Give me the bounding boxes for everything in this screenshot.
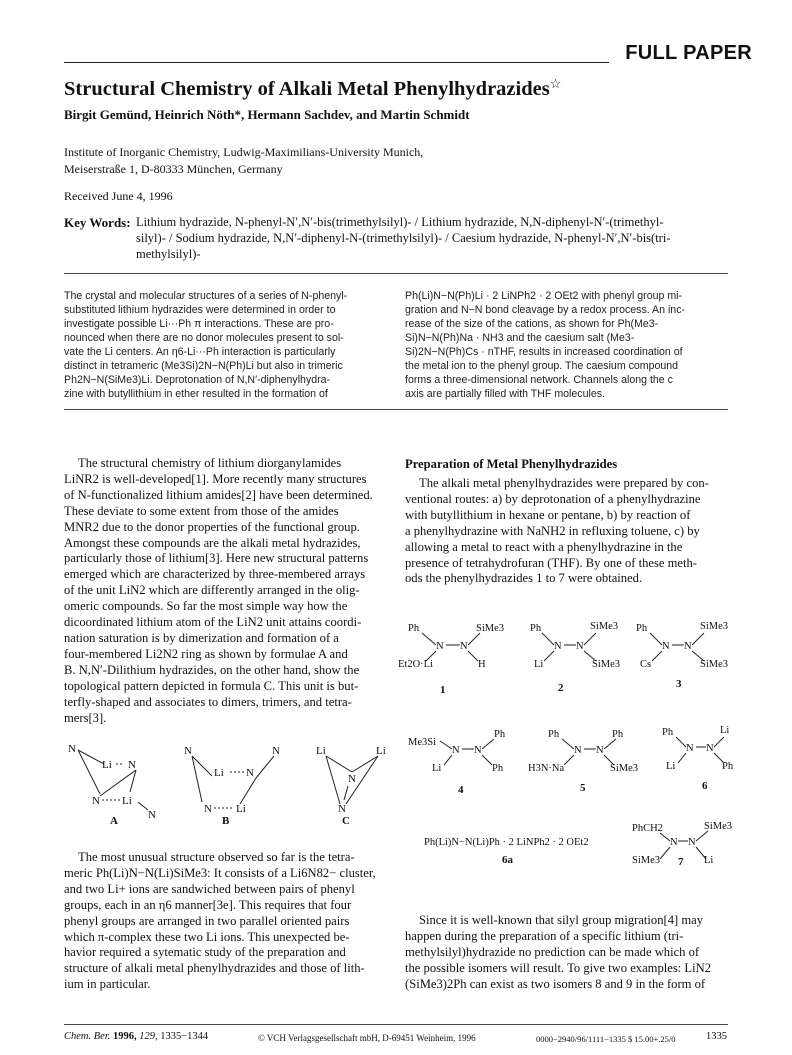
keywords-label: Key Words: — [64, 215, 131, 230]
atom-label: N — [670, 837, 678, 848]
body-line: The alkali metal phenylhydrazides were prepared by con- — [419, 476, 709, 490]
body-line: phenyl groups are arranged in two parallel oriented pairs — [64, 913, 350, 928]
atom-label: Ph — [662, 727, 674, 738]
body-line: LiNR2 is well-developed[1]. More recently many structures — [64, 471, 367, 486]
atom-label: N — [348, 773, 356, 785]
keywords-line: Lithium hydrazide, N-phenyl-N′,N′-bis(trimethylsilyl)- / Lithium hydrazide, N,N-diphenyl-N′-(trimethyl- — [136, 215, 664, 229]
atom-label: Ph — [408, 623, 420, 634]
atom-label: N — [272, 745, 280, 757]
atom-label: N — [662, 641, 670, 652]
atom-label: N — [688, 837, 696, 848]
body-line: allowing a metal to react with a phenylhydrazine in the — [405, 539, 683, 554]
abstract-line: investigate possible Li···Ph π interactions. These are pro- — [64, 318, 334, 331]
atom-label: N — [128, 759, 136, 771]
atom-label: SiMe3 — [700, 659, 729, 670]
bond — [192, 756, 212, 776]
formulae-abc-diagram — [64, 742, 394, 824]
body-line: four-membered Li2N2 ring as shown by formulae A and — [64, 646, 348, 661]
body-right-intro — [405, 476, 729, 587]
abstract-line: gration and N−N bond cleavage by a redox process. An inc- — [405, 304, 686, 317]
journal-name: Chem. Ber. — [64, 1031, 111, 1042]
abstract-line: the metal ion to the phenyl group. The caesium compound — [405, 360, 679, 373]
body-line: havior required a sytematic study of the preparation and — [64, 945, 346, 960]
abstract-line: substituted lithium hydrazides were determined in order to — [64, 304, 336, 317]
atom-label: SiMe3 — [476, 623, 505, 634]
footer-rule — [64, 1024, 728, 1025]
body-line: B. N,N′-Dilithium hydrazides, on the other hand, show the — [64, 662, 360, 677]
compound-number: 2 — [558, 682, 564, 694]
atom-label: N — [460, 641, 468, 652]
body-line: These deviate to some extent from those of the amides — [64, 503, 339, 518]
keywords — [136, 215, 730, 262]
atom-label: N — [148, 809, 156, 821]
atom-label: N — [436, 641, 444, 652]
bond — [100, 770, 136, 796]
atom-label: Ph — [530, 623, 542, 634]
body-left-continued — [64, 850, 388, 993]
atom-label: N — [596, 745, 604, 756]
abstract-line: vate the Li centers. An η6-Li···Ph interaction is particularly — [64, 346, 336, 359]
body-line: Amongst these compounds are the alkali metal hydrazides, — [64, 535, 361, 550]
atom-label: Li — [316, 745, 326, 757]
paper-title: Structural Chemistry of Alkali Metal Phenylhydrazides☆ — [64, 76, 562, 100]
body-line: topological pattern depicted in formula C. This unit is but- — [64, 678, 359, 693]
abstract-line: zine with butyllithium in ether resulted in the formation of — [64, 388, 328, 401]
atom-label: Et2O·Li — [398, 659, 433, 670]
body-line: ods the phenylhydrazides 1 to 7 were obtained. — [405, 571, 643, 586]
body-line: methylsilyl)hydrazide no prediction can be made which of — [405, 944, 700, 959]
body-line: The most unusual structure observed so far is the tetra- — [78, 850, 355, 864]
atom-label: Li — [704, 855, 714, 865]
atom-label: SiMe3 — [700, 621, 729, 632]
atom-label: H — [478, 659, 486, 670]
compound-number: 6a — [502, 854, 513, 865]
abstract-rule-bottom — [64, 409, 728, 410]
compound-formula: Ph(Li)N−N(Li)Ph · 2 LiNPh2 · 2 OEt2 — [424, 837, 589, 848]
body-left-intro — [64, 456, 388, 726]
atom-label: SiMe3 — [704, 821, 733, 832]
abstract-rule-top — [64, 273, 728, 274]
atom-label: N — [68, 743, 76, 755]
atom-label: N — [338, 803, 346, 815]
atom-label: Ph — [494, 729, 506, 740]
body-line: ium in particular. — [64, 977, 151, 992]
abstract-line: Ph2N−N(SiMe3)Li. Deprotonation of N,N′-diphenylhydra- — [64, 374, 331, 387]
journal-volume: 129, — [139, 1031, 158, 1042]
body-line: a phenylhydrazine with NaNH2 in refluxing toluene, c) by — [405, 523, 700, 538]
body-line: mers[3]. — [64, 710, 107, 725]
page-number: 1335 — [706, 1031, 727, 1042]
atom-label: Ph — [492, 763, 504, 774]
atom-label: Li — [720, 725, 730, 736]
atom-label: Li — [534, 659, 544, 670]
bond — [344, 786, 348, 800]
body-line: the possible isomers will result. To give two examples: LiN2 — [405, 960, 711, 975]
body-line: The structural chemistry of lithium diorganylamides — [78, 456, 342, 470]
abstract-line: forms a three-dimensional network. Channels along the c — [405, 374, 673, 387]
atom-label: Me3Si — [408, 737, 437, 748]
compounds-diagram — [398, 615, 738, 865]
bond — [352, 756, 378, 772]
atom-label: Ph — [612, 729, 624, 740]
atom-label: SiMe3 — [632, 855, 661, 865]
body-line: presence of tetrahydrofuran (THF). By one of these meth- — [405, 555, 697, 570]
publisher-line: © VCH Verlagsgesellschaft mbH, D-69451 Weinheim, 1996 — [258, 1033, 476, 1043]
compound-number: 4 — [458, 784, 464, 796]
atom-label: Li — [102, 759, 112, 771]
atom-label: SiMe3 — [590, 621, 619, 632]
body-line: particularly those of lithium[3]. Here new structural patterns — [64, 551, 369, 566]
atom-label: N — [574, 745, 582, 756]
atom-label: N — [686, 743, 694, 754]
affiliation-line: Meiserstraße 1, D-80333 München, Germany — [64, 161, 283, 176]
body-line: ventional routes: a) by deprotonation of a phenylhydrazine — [405, 491, 701, 506]
abstract-right — [405, 289, 727, 401]
journal-citation — [64, 1031, 208, 1042]
atom-label: Li — [432, 763, 442, 774]
price-code: 0000−2940/96/1111−1335 $ 15.00+.25/0 — [536, 1034, 676, 1044]
atom-label: N — [452, 745, 460, 756]
body-line: of N-functionalized lithium amides[2] have been determined. — [64, 487, 373, 502]
atom-label: N — [474, 745, 482, 756]
formula-label: B — [222, 815, 230, 824]
abstract-line: Si)N−N(Ph)Na · NH3 and the caesium salt (Me3- — [405, 332, 635, 345]
body-line: Since it is well-known that silyl group migration[4] may — [419, 913, 704, 927]
journal-year: 1996, — [113, 1031, 137, 1042]
affiliation — [64, 144, 484, 177]
body-line: groups, each in an η6 manner[3e]. This requires that four — [64, 897, 352, 912]
bond — [192, 756, 202, 802]
atom-label: Li — [214, 767, 224, 779]
abstract-line: The crystal and molecular structures of a series of N-phenyl- — [64, 290, 348, 302]
body-line: of the unit LiN2 which are differently arranged in the olig- — [64, 583, 360, 598]
compound-number: 3 — [676, 678, 682, 690]
abstract-left — [64, 289, 386, 401]
formula-label: A — [110, 815, 118, 824]
atom-label: N — [554, 641, 562, 652]
formula-label: C — [342, 815, 350, 824]
section-heading: Preparation of Metal Phenylhydrazides — [405, 457, 618, 471]
body-line: MNR2 due to the donor properties of the functional group. — [64, 519, 360, 534]
atom-label: Ph — [548, 729, 560, 740]
atom-label: N — [184, 745, 192, 757]
bond — [78, 750, 100, 794]
abstract-line: Ph(Li)N−N(Ph)Li · 2 LiNPh2 · 2 OEt2 with phenyl group mi- — [405, 290, 683, 302]
keywords-line: methylsilyl)- — [136, 246, 201, 261]
atom-label: Ph — [636, 623, 648, 634]
atom-label: N — [204, 803, 212, 815]
compound-number: 1 — [440, 684, 446, 696]
body-line: happen during the preparation of a specific lithium (tri- — [405, 928, 684, 943]
keywords-line: silyl)- / Sodium hydrazide, N,N′-diphenyl-N-(trimethylsilyl)- / Caesium hydrazide, N-phenyl-N′,N′-bis(tri- — [136, 230, 671, 245]
title-footnote-mark: ☆ — [549, 76, 562, 91]
abstract-line: distinct in tetrameric (Me3Si)2N−N(Ph)Li but also in trimeric — [64, 360, 343, 373]
body-line: terfly-shaped and associates to dimers, trimers, and tetra- — [64, 694, 352, 709]
atom-label: H3N·Na — [528, 763, 565, 774]
header-rule — [64, 62, 609, 63]
atom-label: N — [246, 767, 254, 779]
abstract-line: nounced when there are no donor molecules present to sol- — [64, 332, 344, 345]
atom-label: SiMe3 — [592, 659, 621, 670]
body-line: nation saturation is by dimerization and formation of a — [64, 630, 339, 645]
body-right-continued — [405, 913, 729, 993]
compound-number: 6 — [702, 780, 708, 792]
abstract-line: axis are partially filled with THF molecules. — [405, 388, 605, 401]
bond — [138, 802, 148, 810]
atom-label: Cs — [640, 659, 652, 670]
atom-label: N — [576, 641, 584, 652]
atom-label: PhCH2 — [632, 823, 663, 834]
body-line: omeric compounds. So far the most simple way how the — [64, 599, 348, 614]
body-line: dicoordinated lithium atom of the LiN2 unit attains coordi- — [64, 615, 362, 630]
body-line: (SiMe3)2Ph can exist as two isomers 8 and 9 in the form of — [405, 976, 706, 991]
bond — [256, 756, 274, 778]
author-list: Birgit Gemünd, Heinrich Nöth*, Hermann Sachdev, and Martin Schmidt — [64, 107, 470, 122]
body-line: and two Li+ ions are sandwiched between pairs of phenyl — [64, 881, 355, 896]
body-line: meric Ph(Li)N−N(Li)SiMe3: It consists of a Li6N82− cluster, — [64, 865, 376, 880]
atom-label: Li — [122, 795, 132, 807]
atom-label: SiMe3 — [610, 763, 639, 774]
atom-label: Li — [376, 745, 386, 757]
abstract-line: rease of the size of the cations, as shown for Ph(Me3- — [405, 318, 659, 331]
abstract-line: Si)2N−N(Ph)Cs · nTHF, results in increased coordination of — [405, 346, 683, 359]
atom-label: Ph — [722, 761, 734, 772]
journal-pages: 1335−1344 — [160, 1031, 209, 1042]
body-line: structure of alkali metal phenylhydrazides and those of lith- — [64, 961, 365, 976]
atom-label: N — [684, 641, 692, 652]
bond — [240, 778, 256, 804]
body-line: which π-complex these two Li ions. This unexpected be- — [64, 929, 350, 944]
body-line: emerged which are characterized by three-membered arrays — [64, 567, 366, 582]
body-line: with butyllithium in hexane or pentane, b) by reaction of — [405, 507, 691, 522]
atom-label: Li — [236, 803, 246, 815]
atom-label: Li — [666, 761, 676, 772]
section-label: FULL PAPER — [625, 42, 752, 64]
atom-label: N — [706, 743, 714, 754]
affiliation-line: Institute of Inorganic Chemistry, Ludwig-Maximilians-University Munich, — [64, 145, 424, 159]
compound-number: 5 — [580, 782, 586, 794]
atom-label: N — [92, 795, 100, 807]
compound-number: 7 — [678, 856, 684, 865]
received-date: Received June 4, 1996 — [64, 189, 173, 203]
